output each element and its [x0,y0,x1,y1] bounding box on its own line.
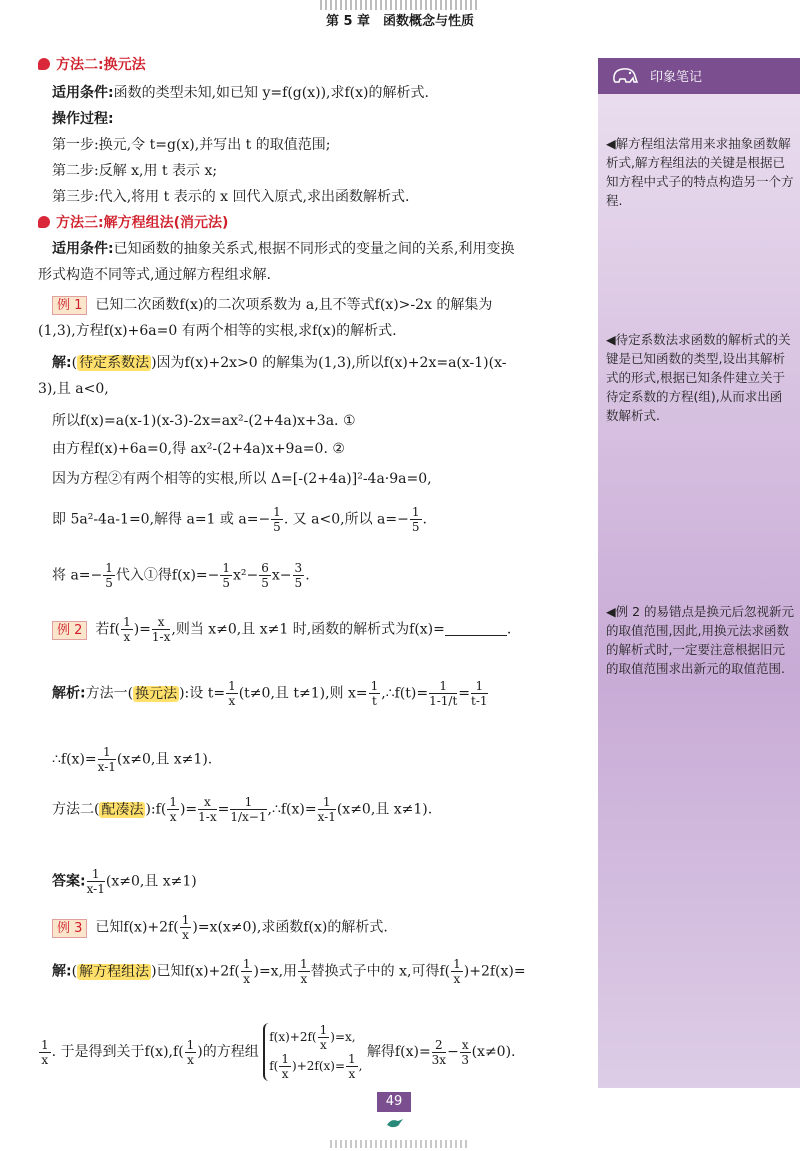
sidebar-note-2: ◀待定系数法求函数的解析式的关键是已知函数的类型,设出其解析式的形式,根据已知条件建立关于待定系数的方程(组),从而求出函数解析式. [606,332,791,423]
text: 替换式子中的 x,可得f [310,963,445,980]
num: 1 [370,679,379,693]
sidebar-note-1: ◀解方程组法常用来求抽象函数解析式,解方程组法的关键是根据已知方程中式子的特点构造另一个方程. [606,136,794,208]
text: 已知函数的抽象关系式,根据不同形式的变量之间的关系,利用变换 [113,241,515,257]
num: 1 [471,679,488,694]
label: 答案: [52,873,86,890]
num: x [198,795,216,810]
text: x²− [233,567,259,584]
text: ):设 t= [179,685,226,702]
method3-heading [38,213,228,233]
label: 适用条件: [52,241,114,257]
fraction [241,957,253,986]
text: = [217,801,230,818]
fraction [98,745,116,774]
text: 方法二( [52,801,100,818]
num: 1 [98,745,116,760]
text: , [358,1059,363,1073]
method2-proc-label: 操作过程: [52,111,114,127]
num: 2 [432,1038,446,1053]
den: x [41,1052,49,1067]
fraction [39,1038,51,1067]
num: 3 [294,561,303,575]
den: 5 [105,576,113,590]
method-tag: 待定系数法 [79,355,150,371]
method-tag: 换元法 [135,685,178,702]
fraction [279,1052,291,1081]
den: 1-x [151,630,171,644]
example2-answer [52,867,197,896]
fraction [451,957,463,986]
red-bullet-icon [38,58,50,70]
fraction [226,679,238,708]
num: 1 [228,679,236,693]
num: 1 [319,1023,328,1037]
num: 1 [429,679,457,694]
example3-solution: 解:( 解方程组法 )已知f(x)+2f( $\frac{1}{x}$ )=x,用 $\frac{1}{x}$ 替换式子中的 x,可得f( $\frac{1}{x}$ )+2f(x)= [52,957,526,986]
text: 已知二次函数f(x)的二次项系数为 a,且不等式f(x)>-2x 的解集为 [95,297,493,313]
example1-tag: 例 1 [52,296,87,315]
den: 5 [411,520,420,534]
example1-solution-3: 所以f(x)=a(x-1)(x-3)-2x=ax²-(2+4a)x+3a. ① [52,413,356,429]
num: 1 [318,795,336,810]
sidebar-note-3: ◀例 2 的易错点是换元后忽视新元的取值范围,因此,用换元法求函数的解析式时,一定要注意根据旧元的取值范围求出新元的取值范围. [606,604,795,676]
num: 1 [181,913,190,927]
example2-question: 例 2 若f( $\frac{1}{x}$ )= $\frac{x}{1-x}$ ,则当 x≠0,且 x≠1 时,函数的解析式为f(x)= . [52,615,511,644]
num: x [461,1037,469,1052]
text: (x≠0,且 x≠1). [116,751,213,768]
system-eq1: f(x)+2f( $\frac{1}{x}$ )=x, [269,1023,356,1052]
bottom-decoration [330,1140,470,1148]
num: 1 [348,1052,356,1066]
example2-method1-result [52,745,212,774]
fraction [87,867,105,896]
num: 1 [453,957,461,971]
fraction [167,795,179,824]
text: ):f [145,801,161,818]
bird-icon [385,1116,405,1130]
num: 1 [87,867,105,882]
den: x [228,694,236,708]
method2-step3: 第三步:代入,将用 t 表示的 x 回代入原式,求出函数解析式. [52,189,410,205]
num: 1 [281,1052,289,1066]
num: 1 [186,1037,195,1052]
den: x [300,972,308,986]
den: x [348,1067,356,1081]
fraction [429,679,457,708]
text: =x, [334,1030,356,1044]
text: 已知f(x)+2f [156,963,235,980]
text: (x≠0,且 x≠1). [336,801,433,818]
num: 1 [300,957,308,971]
sidebar-header [598,58,800,94]
den: 1-x [198,810,217,824]
example2-method1 [52,679,489,708]
num: 1 [222,561,231,575]
num: 1 [411,505,420,519]
den: t-1 [471,694,488,708]
text: f [269,1059,274,1073]
num: 1 [273,505,281,519]
den: 5 [273,520,281,534]
text: 将 a=− [52,567,103,584]
fraction [369,679,381,708]
text: (t≠0,且 t≠1),则 x= [238,685,368,702]
num: 1 [123,615,131,629]
text: ,∴f(x)= [267,801,317,818]
text: 若f [95,621,115,638]
den: x [187,1052,194,1067]
text: ∴f(x)= [52,751,97,768]
example2-method2: 方法二( 配凑法 ):f( $\frac{1}{x}$ )= $\frac{x}{1-x}$ = $\frac{1}{1/x-1}$ ,∴f(x)= $\frac{1}{x-1}$ (x≠0,且 x≠1). [52,795,433,824]
num: 1 [169,795,177,809]
fraction [318,795,336,824]
fraction [185,1038,197,1067]
system-eq2: f( $\frac{1}{x}$ )+2f(x)= $\frac{1}{x}$ , [269,1052,363,1081]
notes-sidebar [598,58,800,1088]
fraction [460,1038,471,1067]
label: 解: [52,963,72,980]
num: 6 [261,561,269,575]
text: +2f(x)= [296,1059,346,1073]
text: f(x)+2f [269,1030,312,1044]
example1-solution: 解:( 待定系数法 )因为f(x)+2x>0 的解集为(1,3),所以f(x)+2x=a(x-1)(x- [52,355,507,371]
fraction [180,913,192,942]
method2-step1: 第一步:换元,令 t=g(x),并写出 t 的取值范围; [52,137,331,153]
num: 1 [242,957,251,971]
text: +2f(x)= [469,963,526,980]
num: 1 [230,795,266,810]
fraction [271,505,283,534]
text: − [447,1044,459,1060]
den: x-1 [97,760,116,774]
page-number: 49 [377,1092,411,1112]
method2-heading-text: 方法二:换元法 [56,57,146,73]
example3-question: 例 3 已知f(x)+2f( $\frac{1}{x}$ )=x(x≠0),求函数f(x)的解析式. [52,913,388,942]
answer-blank [445,621,507,636]
fraction [432,1038,446,1067]
fraction [220,561,232,590]
text: 方法一( [85,685,134,702]
den: 1-1/t [429,694,458,708]
fraction [471,679,488,708]
method2-condition [52,83,429,103]
fraction [318,1023,330,1052]
fraction [121,615,133,644]
den: x [182,928,189,942]
example2-tag: 例 2 [52,621,87,640]
den: x-1 [317,810,336,824]
text: 函数的类型未知,如已知 y=f(g(x)),求f(x)的解析式. [113,85,429,101]
text: 的方程组 [202,1044,259,1060]
example1-solution-6: 即 5a²-4a-1=0,解得 a=1 或 a=− $\frac{1}{5}$ . 又 a<0,所以 a=− $\frac{1}{5}$ . [52,505,427,534]
den: 3x [431,1052,447,1067]
sidebar-title: 印象笔记 [650,70,703,85]
chapter-title: 第 5 章 函数概念与性质 [325,14,475,29]
elephant-icon [610,64,640,86]
den: 5 [261,576,269,590]
text: x− [271,567,292,584]
text: 即 5a²-4a-1=0,解得 a=1 或 a=− [52,511,271,528]
method2-step2: 第二步:反解 x,用 t 表示 x; [52,163,218,179]
text: (x≠0,且 x≠1) [105,873,197,890]
den: t [372,694,377,708]
num: 1 [105,561,113,575]
example3-solution-2: $\frac{1}{x}$ . 于是得到关于f(x),f( $\frac{1}{x}$ )的方程组 f(x)+2f( $\frac{1}{x}$ )=x, f( $\frac{1}{x}$ )+2f(x)= $\frac{1}{x}$ , 解得f(x)= $\frac{2}{3x}$ − $\frac{x}{3}$ (x≠0). [41,1023,516,1081]
text: = [458,685,471,702]
den: 1/x−1 [230,810,267,824]
example1-solution-4: 由方程f(x)+6a=0,得 ax²-(2+4a)x+9a=0. ② [52,441,345,457]
text: = [185,801,198,818]
fraction [103,561,115,590]
den: x-1 [86,882,105,896]
den: x [281,1067,289,1081]
num: x [152,615,170,630]
label: 解析: [52,685,86,702]
fraction [152,615,170,644]
top-decoration [320,0,480,10]
example1-solution-7: 将 a=− $\frac{1}{5}$ 代入①得f(x)=− $\frac{1}{5}$ x²− $\frac{6}{5}$ x− $\frac{3}{5}$ . [52,561,310,590]
text: (x≠0). [471,1044,516,1060]
example3-tag: 例 3 [52,919,87,938]
example1-question-2: (1,3),方程f(x)+6a=0 有两个相等的实根,求f(x)的解析式. [38,323,397,339]
equation-system [263,1023,362,1081]
text: =x,用 [258,963,298,980]
text: ,∴f(t)= [381,685,429,702]
fraction [198,795,216,824]
fraction [293,561,305,590]
example1-solution-2: 3),且 a<0, [38,381,109,397]
den: 5 [222,576,231,590]
example1-question [52,295,492,315]
den: x [320,1038,327,1052]
den: x [123,630,131,644]
den: x [169,810,177,824]
text: 因为f(x)+2x>0 的解集为(1,3),所以f(x)+2x=a(x-1)(x- [156,355,507,371]
text: = [139,621,151,638]
method3-condition [52,239,515,259]
den: 5 [294,576,303,590]
text: =x(x≠0),求函数f(x)的解析式. [197,919,388,936]
text: . 又 a<0,所以 a=− [283,511,409,528]
text: 已知f(x)+2f [95,919,174,936]
text: . 于是得到关于f(x),f [51,1044,179,1060]
label: 解: [52,355,72,371]
fraction [298,957,310,986]
num: 1 [41,1037,49,1052]
fraction [346,1052,358,1081]
red-bullet-icon [38,216,50,228]
method3-heading-text: 方法三:解方程组法(消元法) [56,215,229,231]
den: x [243,972,251,986]
den: x [453,972,461,986]
fraction [230,795,266,824]
example1-solution-5: 因为方程②有两个相等的实根,所以 Δ=[-(2+4a)]²-4a·9a=0, [52,471,432,487]
fraction [410,505,422,534]
text: ,则当 x≠0,且 x≠1 时,函数的解析式为f(x)= [171,621,445,638]
fraction [259,561,271,590]
den: 3 [461,1052,470,1067]
method2-heading [38,55,146,75]
method-tag: 解方程组法 [79,963,150,980]
method3-condition-2: 形式构造不同等式,通过解方程组求解. [38,267,271,283]
method-tag: 配凑法 [101,801,144,818]
label: 适用条件: [52,85,114,101]
text: 代入①得f(x)=− [115,567,220,584]
text: 解得f(x)= [366,1044,431,1060]
